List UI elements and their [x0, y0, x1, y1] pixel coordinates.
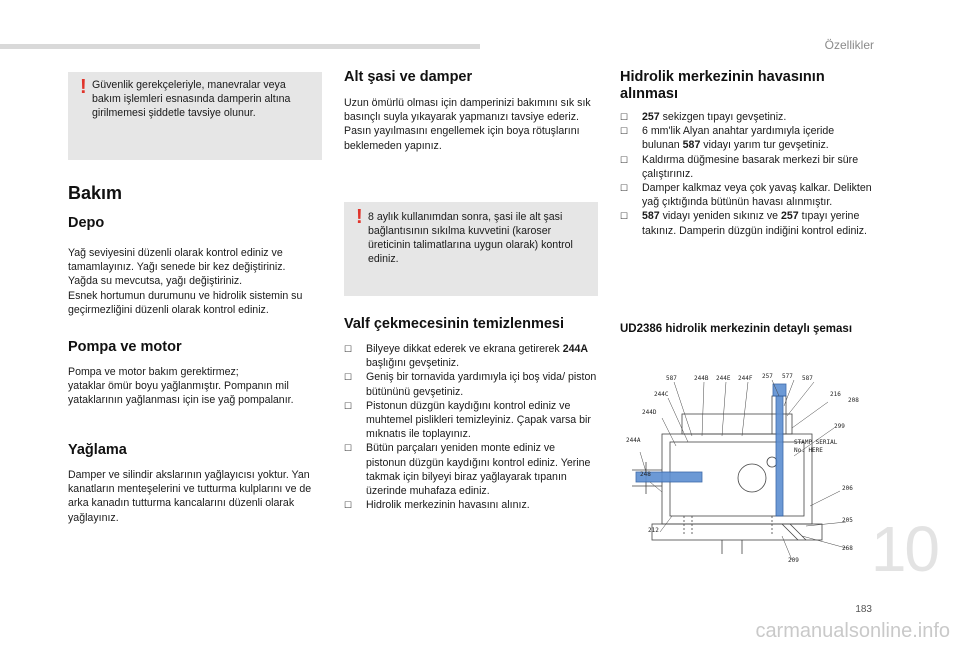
checkbox-icon: ☐ [620, 183, 629, 194]
list-item: ☐ Damper kalkmaz veya çok yavaş kalkar. Delikten yağ çıktığında bütünün havası alınmıştır. [620, 182, 872, 209]
diagram-stamp-label: No. HERE [794, 447, 823, 454]
diagram-label: 244D [642, 409, 657, 416]
checkbox-icon: ☐ [344, 500, 353, 511]
list-item: ☐ Kaldırma düğmesine basarak merkezi bir süre çalıştırınız. [620, 153, 859, 180]
alt-sasi-text: Uzun ömürlü olması için damperinizi bakımını sık sık basınçlı suyla yıkayarak yapmanızı tavsiye ederiz. Pasın yayılmasını engellemek için boya rötuşlarını beklemeden yapınız. [344, 97, 591, 152]
alt-sasi-heading: Alt şasi ve damper [344, 69, 473, 85]
watermark: carmanualsonline.info [755, 620, 950, 642]
diagram-label: 244E [716, 375, 731, 382]
diagram-chamber [738, 464, 766, 492]
section-label: Özellikler [824, 38, 874, 52]
diagram-base [652, 524, 822, 540]
diagram-plug-highlight [773, 384, 786, 396]
hava-alma-heading: Hidrolik merkezinin havasının alınması [620, 69, 825, 102]
checkbox-icon: ☐ [344, 400, 353, 411]
list-item: ☐ 6 mm'lik Alyan anahtar yardımıyla içeride bulunan 587 vidayı yarım tur gevşetiniz. [620, 125, 835, 152]
diagram-label: 244B [694, 375, 709, 382]
diagram-label: 212 [648, 527, 659, 534]
checkbox-icon: ☐ [620, 154, 629, 165]
checkbox-icon: ☐ [620, 112, 629, 122]
depo-heading: Depo [68, 215, 105, 231]
pompa-text: Pompa ve motor bakım gerektirmez; yataklar ömür boyu yağlanmıştır. Pompanın mil yataklarının yağlanması için ise yağ pompalanır. [68, 366, 294, 407]
diagram-label: 587 [802, 375, 813, 382]
diagram-screw-highlight [776, 396, 783, 516]
diagram-manifold [682, 414, 792, 434]
diagram-label: 208 [848, 397, 859, 404]
checkbox-icon: ☐ [344, 372, 353, 383]
diagram-label: 248 [640, 471, 651, 478]
diagram-label: 205 [842, 517, 853, 524]
warning-icon: ! [80, 76, 87, 98]
diagram-label: 268 [842, 545, 853, 552]
checkbox-icon: ☐ [620, 126, 629, 137]
checkbox-icon: ☐ [344, 443, 353, 454]
hydraulic-unit-diagram [622, 366, 874, 566]
diagram-label: 216 [830, 391, 841, 398]
diagram-heading: UD2386 hidrolik merkezinin detaylı şeması [620, 323, 853, 335]
depo-text: Yağ seviyesini düzenli olarak kontrol ediniz ve tamamlayınız. Yağı senede bir kez değiştiriniz. Yağda su mevcutsa, yağı değiştiriniz. Esnek hortumun durumunu ve hidrolik sistemin su geçirmezliğini düzenli olarak kontrol ediniz. [68, 247, 303, 316]
diagram-label: 587 [666, 375, 677, 382]
safety-warning-box [68, 72, 322, 160]
list-item: ☐ Bütün parçaları yeniden monte ediniz ve pistonun düzgün kaydığını kontrol ediniz. Yerine takmak için bilyeyi biraz yağlayarak tıpanın üzerinde muhafaza ediniz. [344, 442, 591, 498]
yaglama-heading: Yağlama [68, 442, 127, 458]
checkbox-icon: ☐ [620, 211, 629, 222]
diagram-label: 299 [834, 423, 845, 430]
hava-alma-steps-list [620, 110, 874, 238]
valf-heading: Valf çekmecesinin temizlenmesi [344, 316, 565, 332]
chapter-number: 10 [870, 513, 938, 585]
chassis-warning-text: 8 aylık kullanımdan sonra, şasi ile alt şasi bağlantısının sıkılma kuvvetini (karoser üreticinin talimatlarına uygun olarak) kontrol ediniz. [368, 211, 573, 265]
page-number: 183 [855, 604, 872, 615]
warning-icon: ! [356, 206, 363, 228]
header-rule [0, 44, 480, 49]
diagram-label: 244C [654, 391, 669, 398]
page-title: Bakım [68, 183, 123, 203]
diagram-label: 257 [762, 373, 773, 380]
list-item: ☐ Bilyeye dikkat ederek ve ekrana getirerek 244A başlığını gevşetiniz. [344, 343, 589, 370]
list-item: ☐ Pistonun düzgün kaydığını kontrol ediniz ve muhtemel pislikleri temizleyiniz. Çapak varsa bir mıknatıs ile toplayınız. [344, 399, 591, 441]
chassis-warning-box [344, 202, 598, 296]
valf-steps-list [344, 342, 598, 512]
list-item: ☐ 587 vidayı yeniden sıkınız ve 257 tıpayı yerine takınız. Damperin düzgün indiğini kontrol ediniz. [620, 210, 867, 237]
list-item: ☐ Geniş bir tornavida yardımıyla içi boş vida/ piston bütününü gevşetiniz. [344, 371, 597, 398]
diagram-label: 577 [782, 373, 793, 380]
diagram-stamp-label: STAMP SERIAL [794, 439, 838, 446]
safety-warning-text: Güvenlik gerekçeleriyle, manevralar veya bakım işlemleri esnasında damperin altına girilmemesi şiddetle tavsiye olunur. [92, 79, 291, 119]
checkbox-icon: ☐ [344, 344, 353, 354]
list-item: ☐ 257 sekizgen tıpayı gevşetiniz. [620, 111, 787, 123]
diagram-label: 244A [626, 437, 641, 444]
diagram-label: 206 [842, 485, 853, 492]
pompa-heading: Pompa ve motor [68, 339, 182, 355]
diagram-label: 244F [738, 375, 753, 382]
yaglama-text: Damper ve silindir akslarının yağlayıcısı yoktur. Yan kanatların menteşelerini ve tutturma kulplarını ve de arka kanadın tutturma kancalarını düzenli olarak yağlayınız. [68, 469, 312, 524]
list-item: ☐ Hidrolik merkezinin havasını alınız. [344, 499, 530, 512]
diagram-label: 209 [788, 557, 799, 564]
